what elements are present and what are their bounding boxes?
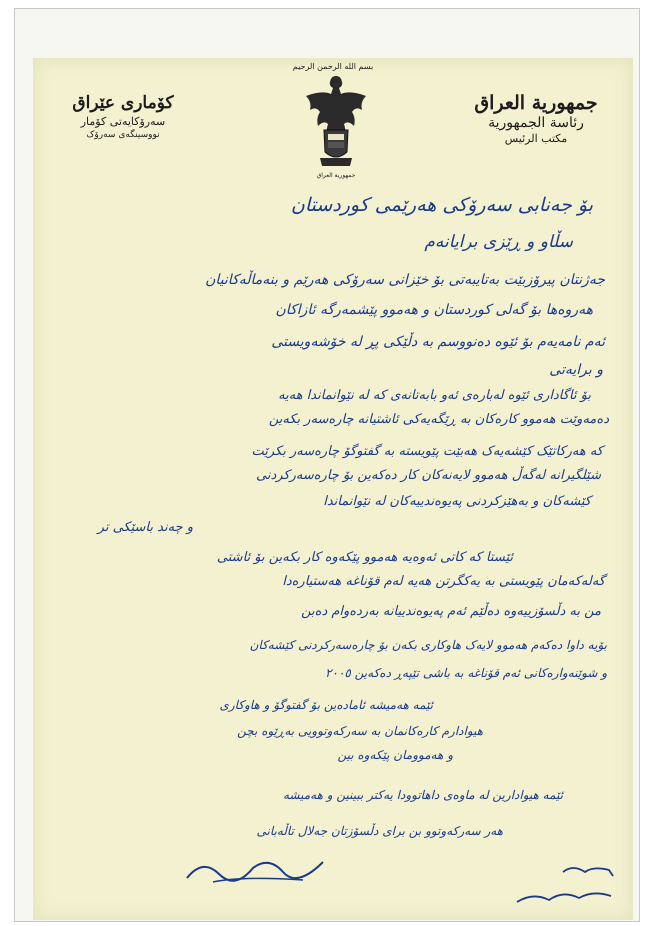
handwritten-line-14: گەلەکەمان پێویستی بە یەکگرتن هەیە لەم قۆناغە هەستیارەدا (282, 574, 605, 589)
letter-page (33, 58, 633, 920)
handwritten-line-1: بۆ جەنابی سەرۆکی هەرێمی کوردستان (290, 194, 593, 216)
basmala: بسم الله الرحمن الرحيم (292, 62, 374, 71)
handwritten-line-17: و شوێنەوارەکانی ئەم قۆناغە بە باشی تێپەڕ دەکەین ٢٠٠٥ (325, 666, 607, 680)
handwritten-line-6: و برایەتی (549, 362, 603, 378)
handwritten-line-5: ئەم نامەیەم بۆ ئێوە دەنووسم بە دڵێکی پڕ لە خۆشەویستی (271, 334, 605, 350)
handwritten-line-18: ئێمە هەمیشە ئامادەین بۆ گفتوگۆ و هاوکاری (219, 698, 433, 712)
handwritten-line-10: شێلگیرانە لەگەڵ هەموو لایەنەکان کار دەکەین بۆ چارەسەرکردنی (256, 468, 601, 483)
signoff-and-date-handwriting-icon (513, 862, 623, 912)
handwritten-line-22: هەر سەرکەوتوو بن برای دڵسۆزتان جەلال تاڵەبانی (256, 824, 503, 838)
handwritten-line-19: هیوادارم کارەکانمان بە سەرکەوتوویی بەڕێوە بچن (237, 724, 483, 738)
letterhead-arabic-line-1: جمهورية العراق (474, 92, 598, 114)
handwritten-line-4: هەروەها بۆ گەلی کوردستان و هەموو پێشمەرگە ئازاکان (275, 302, 593, 318)
handwritten-signature-icon (183, 848, 333, 888)
handwritten-line-21: ئێمە هیوادارین لە ماوەی داهاتوودا یەکتر ببینین و هەمیشە (282, 788, 563, 802)
handwritten-line-9: کە هەرکاتێک کێشەیەک هەبێت پێویستە بە گفتوگۆ چارەسەر بکرێت (251, 444, 603, 459)
handwritten-line-13: ئێستا کە کاتی ئەوەیە هەموو پێکەوە کار بکەین بۆ ئاشتی (216, 550, 513, 565)
letterhead-kurdish-line-3: نووسینگەی سەرۆک (86, 130, 160, 140)
handwritten-line-11: کێشەکان و بەهێزکردنی پەیوەندییەکان لە نێوانماندا (323, 494, 591, 509)
handwritten-line-15: من بە دڵسۆزییەوە دەڵێم ئەم پەیوەندییانە بەردەوام دەبن (301, 604, 601, 619)
letterhead-kurdish-line-1: كۆماری عێراق (72, 93, 174, 113)
handwritten-line-16: بۆیە داوا دەکەم هەموو لایەک هاوکاری بکەن بۆ چارەسەرکردنی کێشەکان (249, 638, 607, 652)
iraq-eagle-emblem-icon (300, 72, 372, 182)
handwritten-line-20: و هەموومان پێکەوە بین (337, 748, 453, 762)
handwritten-line-2: سڵاو و ڕێزی برایانەم (424, 232, 573, 252)
letterhead-kurdish-line-2: سەرۆکایەتی کۆمار (80, 115, 166, 128)
handwritten-line-12: و چەند باسێکی تر (97, 520, 193, 535)
letterhead-kurdish (63, 92, 183, 141)
letterhead-arabic-line-2: رئاسة الجمهورية (488, 115, 584, 131)
handwritten-line-7: بۆ ئاگاداری ئێوە لەبارەی ئەو بابەتانەی کە لە نێوانماندا هەیە (278, 388, 591, 403)
letterhead-arabic-line-3: مكتب الرئيس (504, 132, 568, 145)
emblem-caption: جمهورية العراق (316, 172, 356, 179)
handwritten-line-3: جەژنتان پیرۆزبێت بەتایبەتی بۆ خێزانی سەرۆکی هەرێم و بنەماڵەکانیان (205, 272, 605, 288)
handwritten-line-8: دەمەوێت هەموو کارەکان بە ڕێگەیەکی ئاشتیانە چارەسەر بکەین (268, 412, 609, 427)
letterhead-arabic (461, 92, 611, 146)
